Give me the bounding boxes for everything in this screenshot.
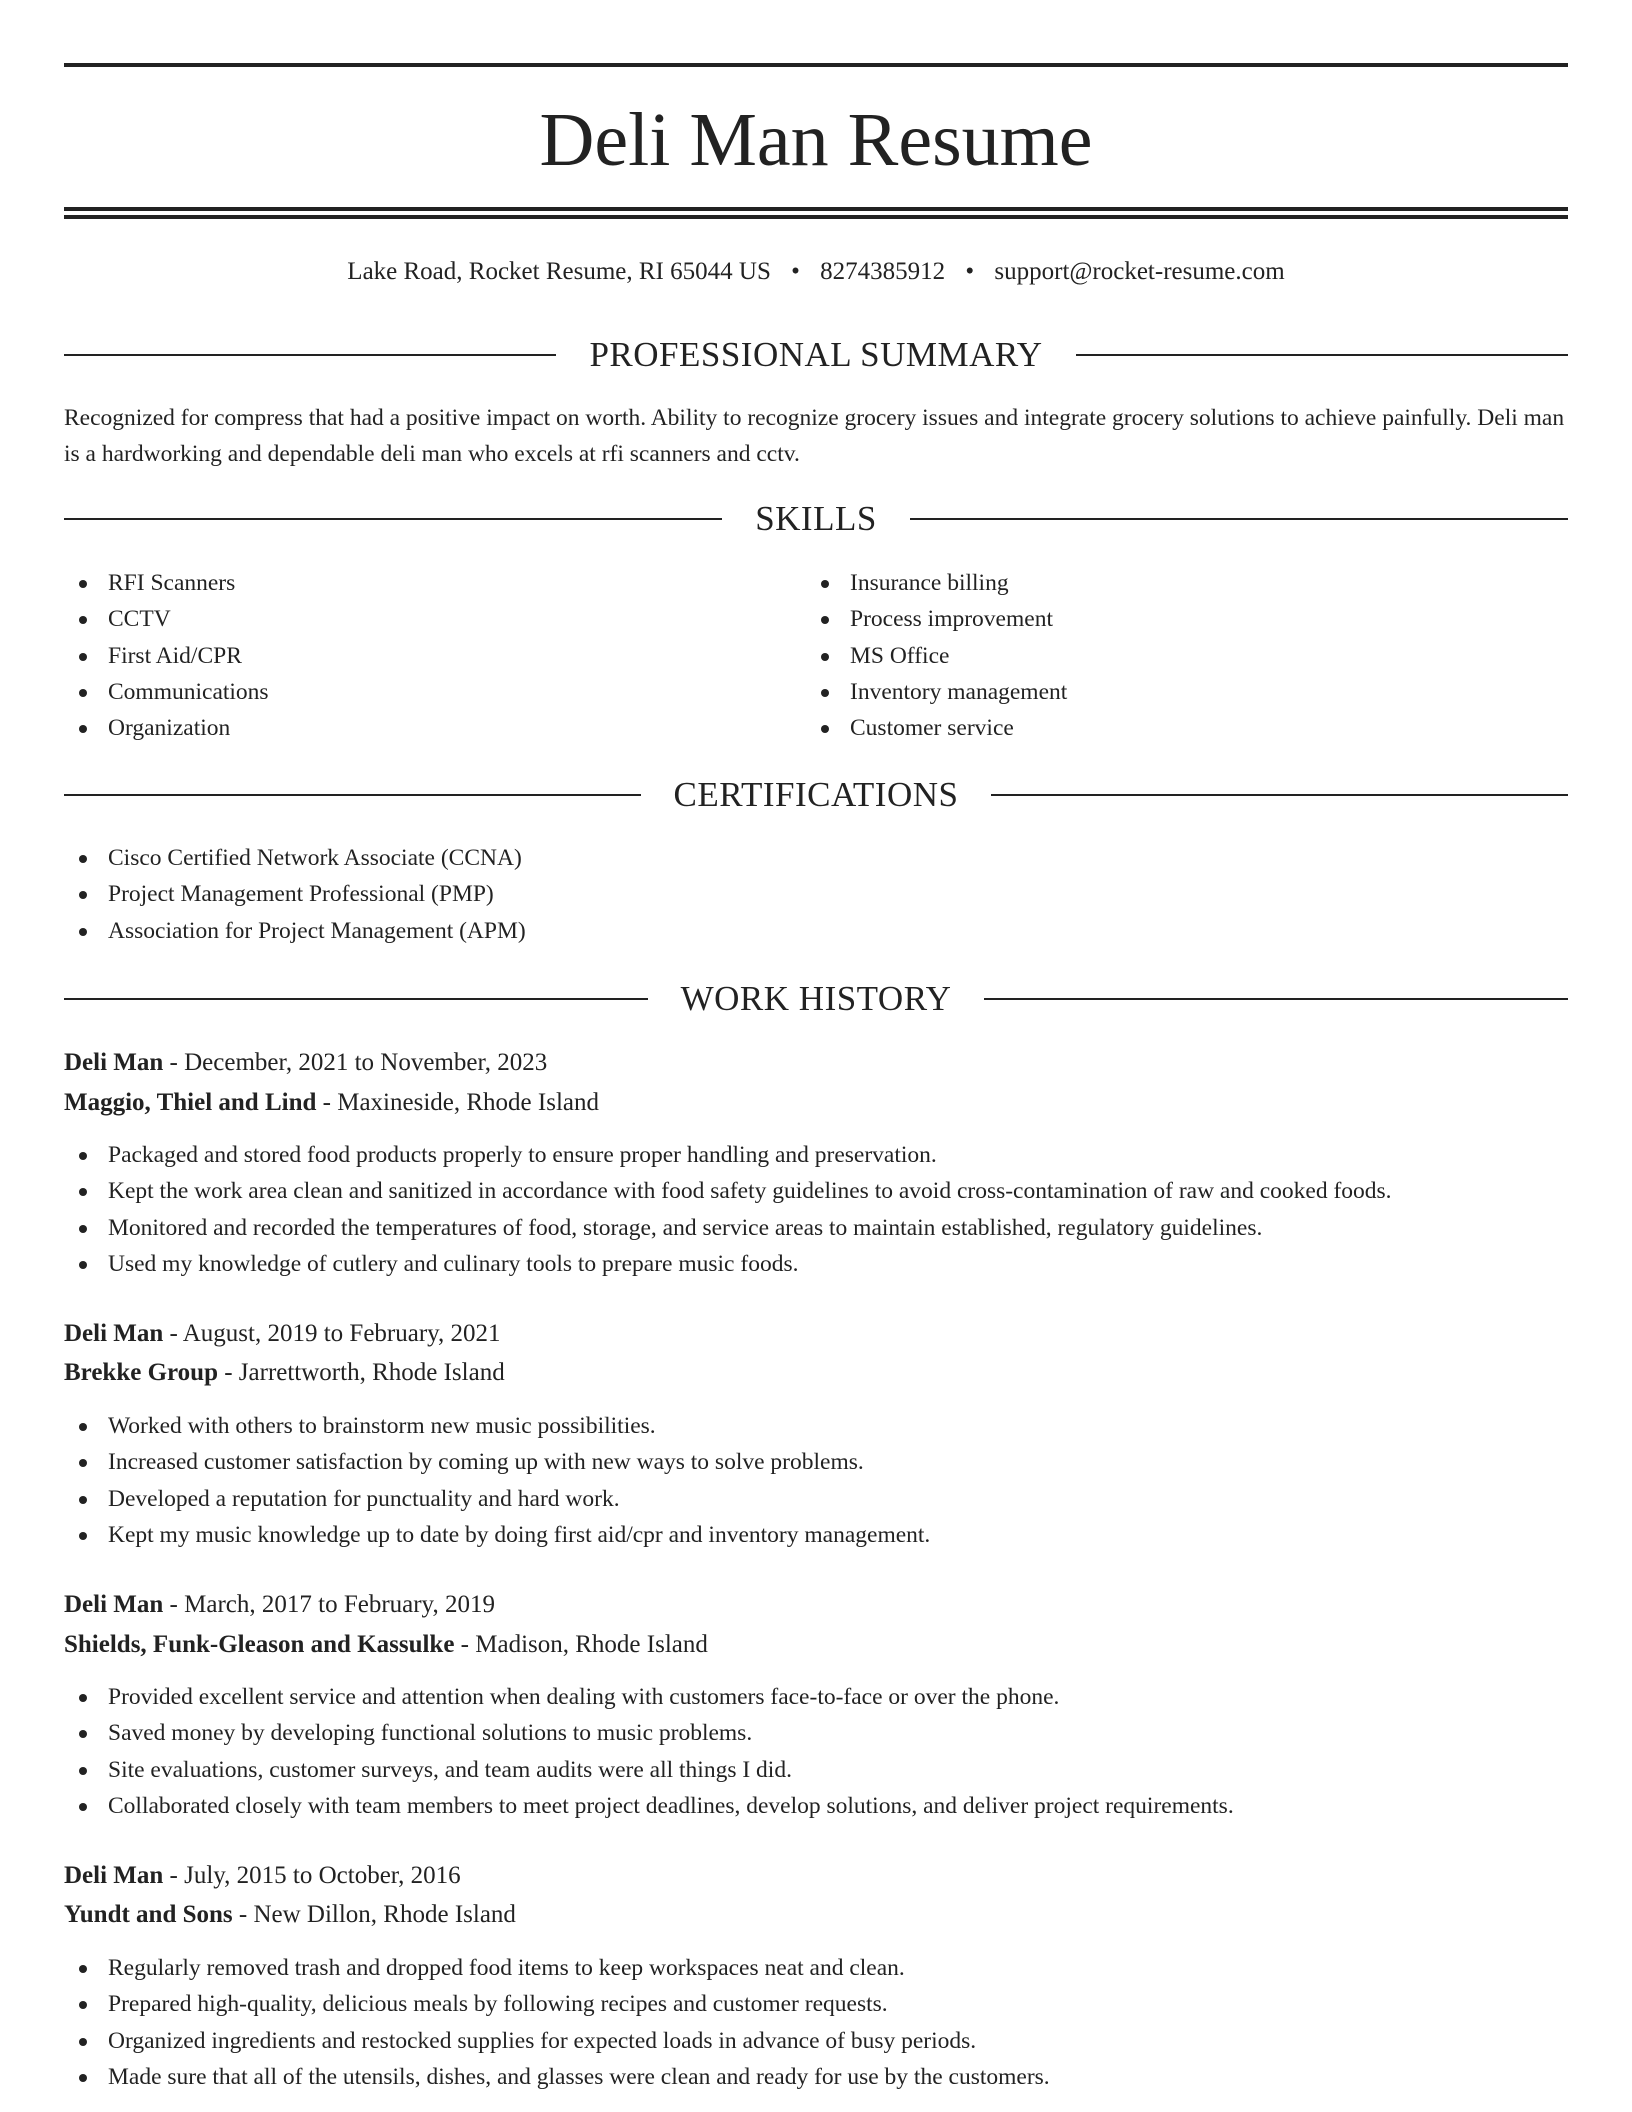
job-dates: - August, 2019 to February, 2021 — [163, 1320, 501, 1347]
job-bullet: Kept the work area clean and sanitized in accordance with food safety guidelines to avoid cross-contamination of raw and cooked foods. — [64, 1173, 1392, 1209]
job-company: Maggio, Thiel and Lind — [64, 1089, 317, 1116]
section-title: SKILLS — [755, 499, 877, 538]
job-bullet: Site evaluations, customer surveys, and team audits were all things I did. — [64, 1752, 1234, 1788]
section-rule-left — [64, 794, 641, 796]
job-title-line — [64, 1587, 1568, 1623]
section-rule-right — [991, 794, 1568, 796]
job-title-line — [64, 1316, 1568, 1352]
contact-phone: 8274385912 — [820, 258, 946, 285]
certification-item: Project Management Professional (PMP) — [64, 876, 526, 912]
section-heading-work-history — [64, 977, 1568, 1021]
section-rule-left — [64, 354, 556, 356]
job-company: Brekke Group — [64, 1359, 218, 1386]
job-title-line — [64, 1045, 1568, 1081]
job-location: - Jarrettworth, Rhode Island — [217, 1359, 505, 1386]
job-bullet: Saved money by developing functional solutions to music problems. — [64, 1715, 1234, 1751]
summary-text: Recognized for compress that had a positive impact on worth. Ability to recognize grocery issues and integrate grocery solutions to achieve painfully. Deli man is a hardworking and dependable deli man who excels at rfi scanners and cctv. — [64, 405, 1565, 467]
job-title-line — [64, 1858, 1568, 1894]
job-bullet: Worked with others to brainstorm new music possibilities. — [64, 1408, 930, 1444]
job-bullet: Prepared high-quality, delicious meals by following recipes and customer requests. — [64, 1986, 1050, 2022]
job-company-line — [64, 1085, 1568, 1121]
section-title: WORK HISTORY — [680, 979, 952, 1018]
job-bullet: Regularly removed trash and dropped food items to keep workspaces neat and clean. — [64, 1950, 1050, 1986]
skill-item: RFI Scanners — [64, 565, 269, 601]
job-company-line — [64, 1355, 1568, 1391]
job-bullet: Packaged and stored food products properly to ensure proper handling and preservation. — [64, 1137, 1392, 1173]
contact-separator: • — [965, 258, 975, 285]
section-rule-right — [1076, 354, 1568, 356]
skill-item: CCTV — [64, 601, 269, 637]
contact-email: support@rocket-resume.com — [994, 258, 1285, 285]
header-rule-top — [64, 63, 1568, 67]
skill-item: First Aid/CPR — [64, 638, 269, 674]
job-company: Shields, Funk-Gleason and Kassulke — [64, 1631, 455, 1658]
certifications-list — [64, 840, 526, 949]
job-company-line — [64, 1897, 1568, 1933]
job-title: Deli Man — [64, 1591, 164, 1618]
job-bullet: Increased customer satisfaction by coming up with new ways to solve problems. — [64, 1444, 930, 1480]
section-rule-left — [64, 998, 648, 1000]
header-rule-double-upper — [64, 207, 1568, 211]
contact-address: Lake Road, Rocket Resume, RI 65044 US — [347, 258, 771, 285]
job-bullets — [64, 1408, 930, 1553]
job-dates: - July, 2015 to October, 2016 — [163, 1862, 461, 1889]
contact-line — [64, 254, 1568, 290]
job-bullets — [64, 1950, 1050, 2095]
job-location: - Madison, Rhode Island — [454, 1631, 708, 1658]
job-title: Deli Man — [64, 1320, 164, 1347]
resume-title: Deli Man Resume — [539, 98, 1093, 182]
job-dates: - December, 2021 to November, 2023 — [163, 1049, 548, 1076]
job-location: - New Dillon, Rhode Island — [232, 1901, 516, 1928]
section-heading-summary — [64, 333, 1568, 377]
skill-item: Communications — [64, 674, 269, 710]
job-bullet: Kept my music knowledge up to date by doing first aid/cpr and inventory management. — [64, 1517, 930, 1553]
job-location: - Maxineside, Rhode Island — [316, 1089, 599, 1116]
job-bullet: Organized ingredients and restocked supplies for expected loads in advance of busy periods. — [64, 2023, 1050, 2059]
job-company-line — [64, 1627, 1568, 1663]
section-rule-right — [984, 998, 1568, 1000]
section-title: PROFESSIONAL SUMMARY — [589, 335, 1043, 374]
job-bullet: Made sure that all of the utensils, dishes, and glasses were clean and ready for use by the customers. — [64, 2059, 1050, 2095]
section-heading-skills — [64, 497, 1568, 541]
certification-item: Cisco Certified Network Associate (CCNA) — [64, 840, 526, 876]
job-title: Deli Man — [64, 1049, 164, 1076]
job-bullet: Collaborated closely with team members to meet project deadlines, develop solutions, and deliver project requirements. — [64, 1788, 1234, 1824]
job-bullets — [64, 1137, 1392, 1282]
section-rule-right — [910, 518, 1568, 520]
job-dates: - March, 2017 to February, 2019 — [163, 1591, 495, 1618]
skill-item: Process improvement — [806, 601, 1067, 637]
job-bullet: Monitored and recorded the temperatures of food, storage, and service areas to maintain established, regulatory guidelines. — [64, 1210, 1392, 1246]
job-title: Deli Man — [64, 1862, 164, 1889]
skill-item: Inventory management — [806, 674, 1067, 710]
job-bullet: Developed a reputation for punctuality and hard work. — [64, 1481, 930, 1517]
certification-item: Association for Project Management (APM) — [64, 913, 526, 949]
skill-item: Customer service — [806, 710, 1067, 746]
skills-list-left — [64, 565, 269, 746]
skill-item: MS Office — [806, 638, 1067, 674]
section-rule-left — [64, 518, 722, 520]
job-bullets — [64, 1679, 1234, 1824]
skill-item: Insurance billing — [806, 565, 1067, 601]
job-bullet: Provided excellent service and attention when dealing with customers face-to-face or over the phone. — [64, 1679, 1234, 1715]
section-heading-certifications — [64, 773, 1568, 817]
section-title: CERTIFICATIONS — [673, 775, 959, 814]
header-rule-double-lower — [64, 215, 1568, 219]
skills-list-right — [806, 565, 1067, 746]
skill-item: Organization — [64, 710, 269, 746]
job-company: Yundt and Sons — [64, 1901, 233, 1928]
job-bullet: Used my knowledge of cutlery and culinary tools to prepare music foods. — [64, 1246, 1392, 1282]
contact-separator: • — [791, 258, 800, 285]
